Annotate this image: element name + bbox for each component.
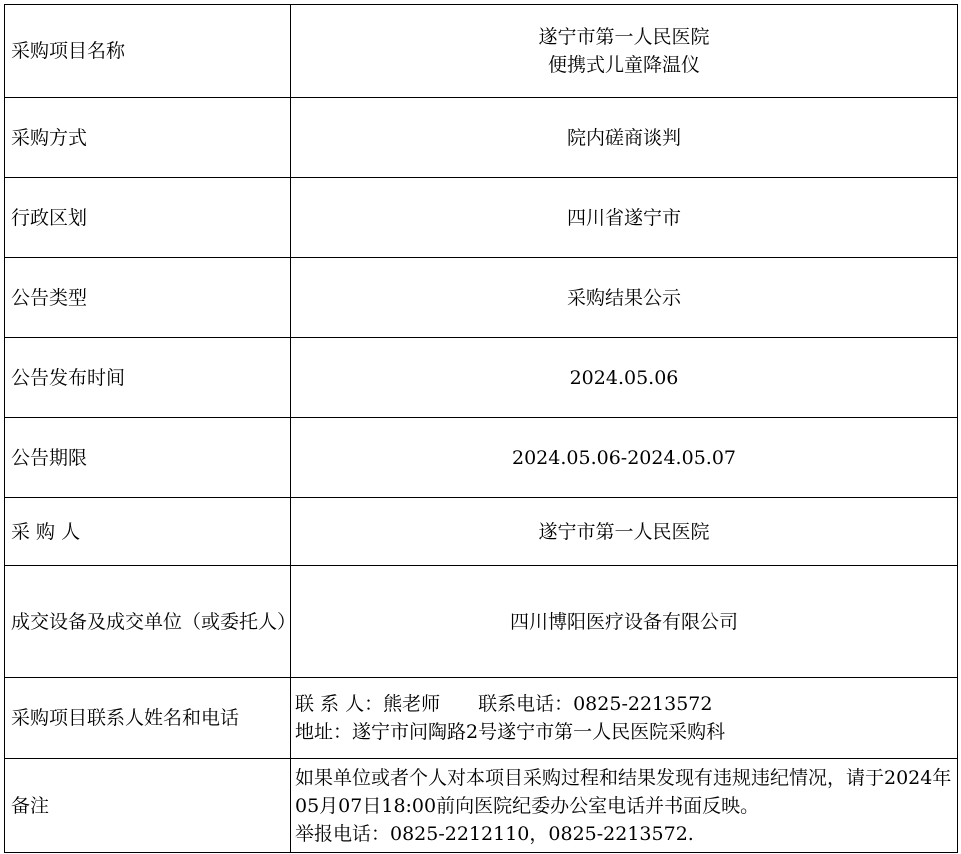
procurement-info-table: [4, 4, 958, 853]
row-label: 采 购 人: [5, 498, 291, 566]
notice-period-value: 2024.05.06-2024.05.07: [291, 418, 958, 498]
table-row: [5, 566, 958, 678]
row-label: 采购项目联系人姓名和电话: [5, 678, 291, 759]
table-row: [5, 178, 958, 258]
contact-phone: 联系电话：0825-2213572: [478, 693, 713, 715]
row-label: 采购方式: [5, 98, 291, 178]
region-value: 四川省遂宁市: [291, 178, 958, 258]
table-row: [5, 98, 958, 178]
remarks-cell: [291, 759, 958, 853]
row-label: 公告类型: [5, 258, 291, 338]
remarks-text: 如果单位或者个人对本项目采购过程和结果发现有违规违纪情况，请于2024年05月07日18:00前向医院纪委办公室电话并书面反映。: [295, 766, 952, 817]
contact-person: 联 系 人：熊老师: [295, 693, 441, 715]
table-row: [5, 338, 958, 418]
row-label: 公告发布时间: [5, 338, 291, 418]
winning-supplier-value: 四川博阳医疗设备有限公司: [291, 566, 958, 678]
purchaser-value: 遂宁市第一人民医院: [291, 498, 958, 566]
table-row: [5, 498, 958, 566]
table-row: [5, 418, 958, 498]
row-label: 成交设备及成交单位（或委托人）: [5, 566, 291, 678]
table-row: [5, 759, 958, 853]
contact-cell: [291, 678, 958, 759]
project-name-cell: [291, 5, 958, 98]
row-label: 公告期限: [5, 418, 291, 498]
contact-address: 地址：遂宁市问陶路2号遂宁市第一人民医院采购科: [295, 721, 726, 743]
procurement-method-value: 院内磋商谈判: [291, 98, 958, 178]
table-row: [5, 678, 958, 759]
project-item: 便携式儿童降温仪: [547, 54, 700, 76]
notice-type-value: 采购结果公示: [291, 258, 958, 338]
table-row: [5, 258, 958, 338]
row-label: 采购项目名称: [5, 5, 291, 98]
publish-date-value: 2024.05.06: [291, 338, 958, 418]
project-hospital: 遂宁市第一人民医院: [538, 26, 710, 48]
report-phone: 举报电话：0825-2212110，0825-2213572.: [295, 822, 694, 845]
contact-line: [295, 690, 953, 718]
row-label: 行政区划: [5, 178, 291, 258]
row-label: 备注: [5, 759, 291, 853]
table-row: [5, 5, 958, 98]
